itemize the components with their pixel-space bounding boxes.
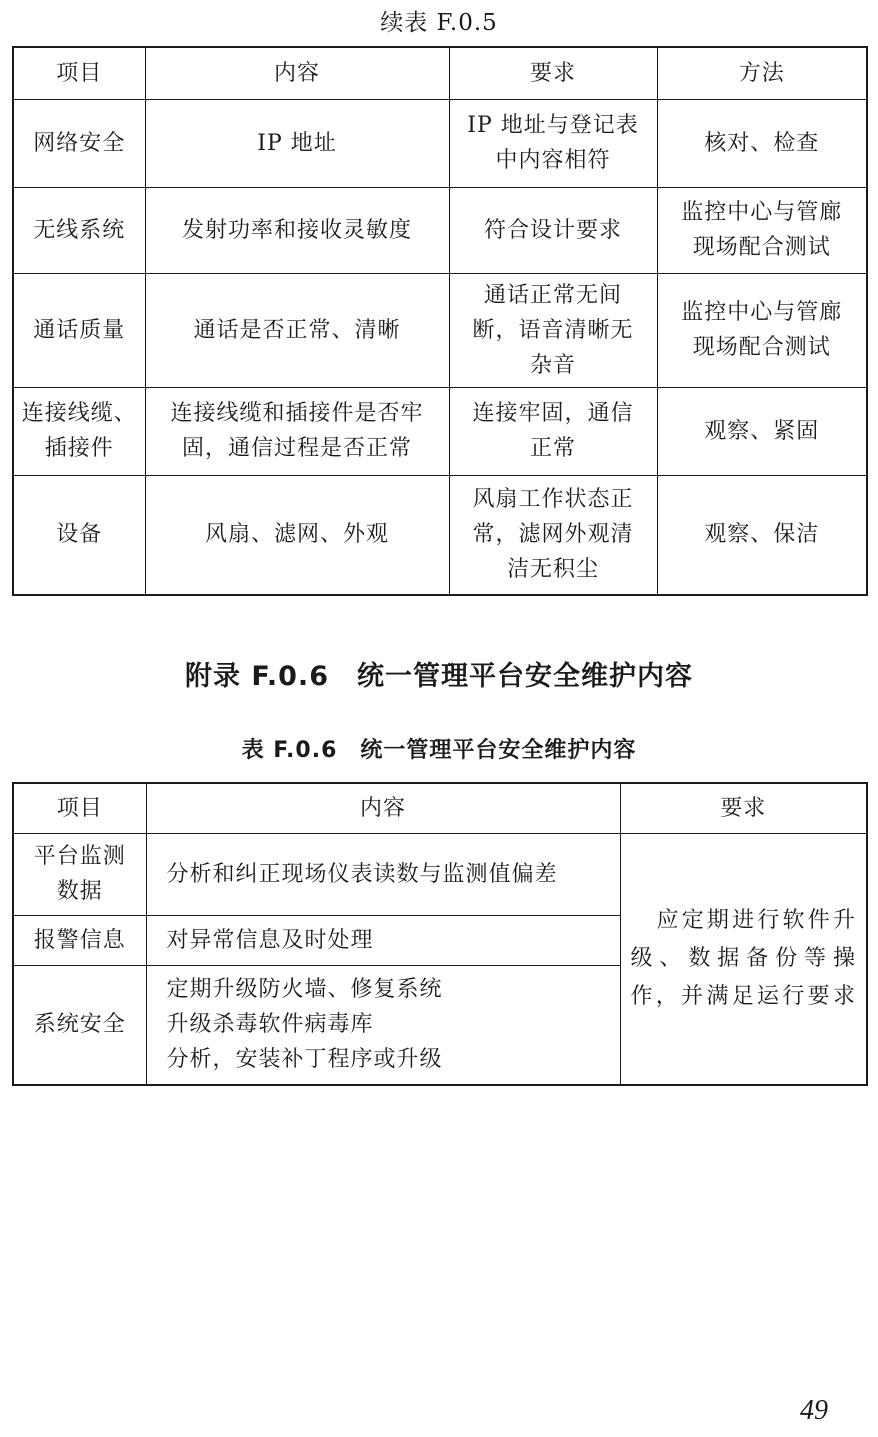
table-row (13, 187, 867, 273)
cell-content: 对异常信息及时处理 (146, 915, 620, 965)
cell-item: 网络安全 (13, 99, 145, 187)
cell-content: 风扇、滤网、外观 (145, 475, 449, 595)
cell-item: 连接线缆、 插接件 (13, 387, 145, 475)
cell-method: 观察、紧固 (657, 387, 867, 475)
cell-requirement: 符合设计要求 (449, 187, 657, 273)
cell-requirement: 通话正常无间 断，语音清晰无 杂音 (449, 273, 657, 387)
table-header-row (13, 783, 867, 833)
cell-requirement: 风扇工作状态正 常，滤网外观清 洁无积尘 (449, 475, 657, 595)
cell-content: 连接线缆和插接件是否牢 固，通信过程是否正常 (145, 387, 449, 475)
cell-item: 设备 (13, 475, 145, 595)
table-f06 (12, 782, 868, 1086)
cell-content: 定期升级防火墙、修复系统 升级杀毒软件病毒库 分析，安装补丁程序或升级 (146, 965, 620, 1085)
cell-method: 观察、保洁 (657, 475, 867, 595)
cell-item: 平台监测 数据 (13, 833, 146, 915)
cell-content: IP 地址 (145, 99, 449, 187)
cell-item: 通话质量 (13, 273, 145, 387)
table-row (13, 99, 867, 187)
table-row (13, 833, 867, 915)
cell-item: 报警信息 (13, 915, 146, 965)
table-row (13, 273, 867, 387)
header-item: 项目 (13, 783, 146, 833)
header-method: 方法 (657, 47, 867, 99)
table-row (13, 475, 867, 595)
cell-method: 监控中心与管廊 现场配合测试 (657, 273, 867, 387)
cell-requirement: 连接牢固，通信 正常 (449, 387, 657, 475)
appendix-heading: 附录 F.0.6 统一管理平台安全维护内容 (185, 661, 693, 692)
continued-table-caption: 续表 F.0.5 (380, 10, 498, 36)
cell-method: 核对、检查 (657, 99, 867, 187)
page-number: 49 (800, 1395, 828, 1426)
header-requirement: 要求 (620, 783, 867, 833)
cell-method: 监控中心与管廊 现场配合测试 (657, 187, 867, 273)
cell-content: 发射功率和接收灵敏度 (145, 187, 449, 273)
cell-requirement: IP 地址与登记表 中内容相符 (449, 99, 657, 187)
header-content: 内容 (146, 783, 620, 833)
header-item: 项目 (13, 47, 145, 99)
cell-content: 通话是否正常、清晰 (145, 273, 449, 387)
header-requirement: 要求 (449, 47, 657, 99)
cell-item: 无线系统 (13, 187, 145, 273)
cell-shared-requirement: 应定期进行软件升 级、数据备份等操 作，并满足运行要求 (620, 833, 867, 1085)
table-row (13, 387, 867, 475)
continued-table-f05 (12, 46, 868, 596)
cell-item: 系统安全 (13, 965, 146, 1085)
header-content: 内容 (145, 47, 449, 99)
cell-content: 分析和纠正现场仪表读数与监测值偏差 (146, 833, 620, 915)
table-f06-caption: 表 F.0.6 统一管理平台安全维护内容 (241, 738, 637, 763)
table-header-row (13, 47, 867, 99)
